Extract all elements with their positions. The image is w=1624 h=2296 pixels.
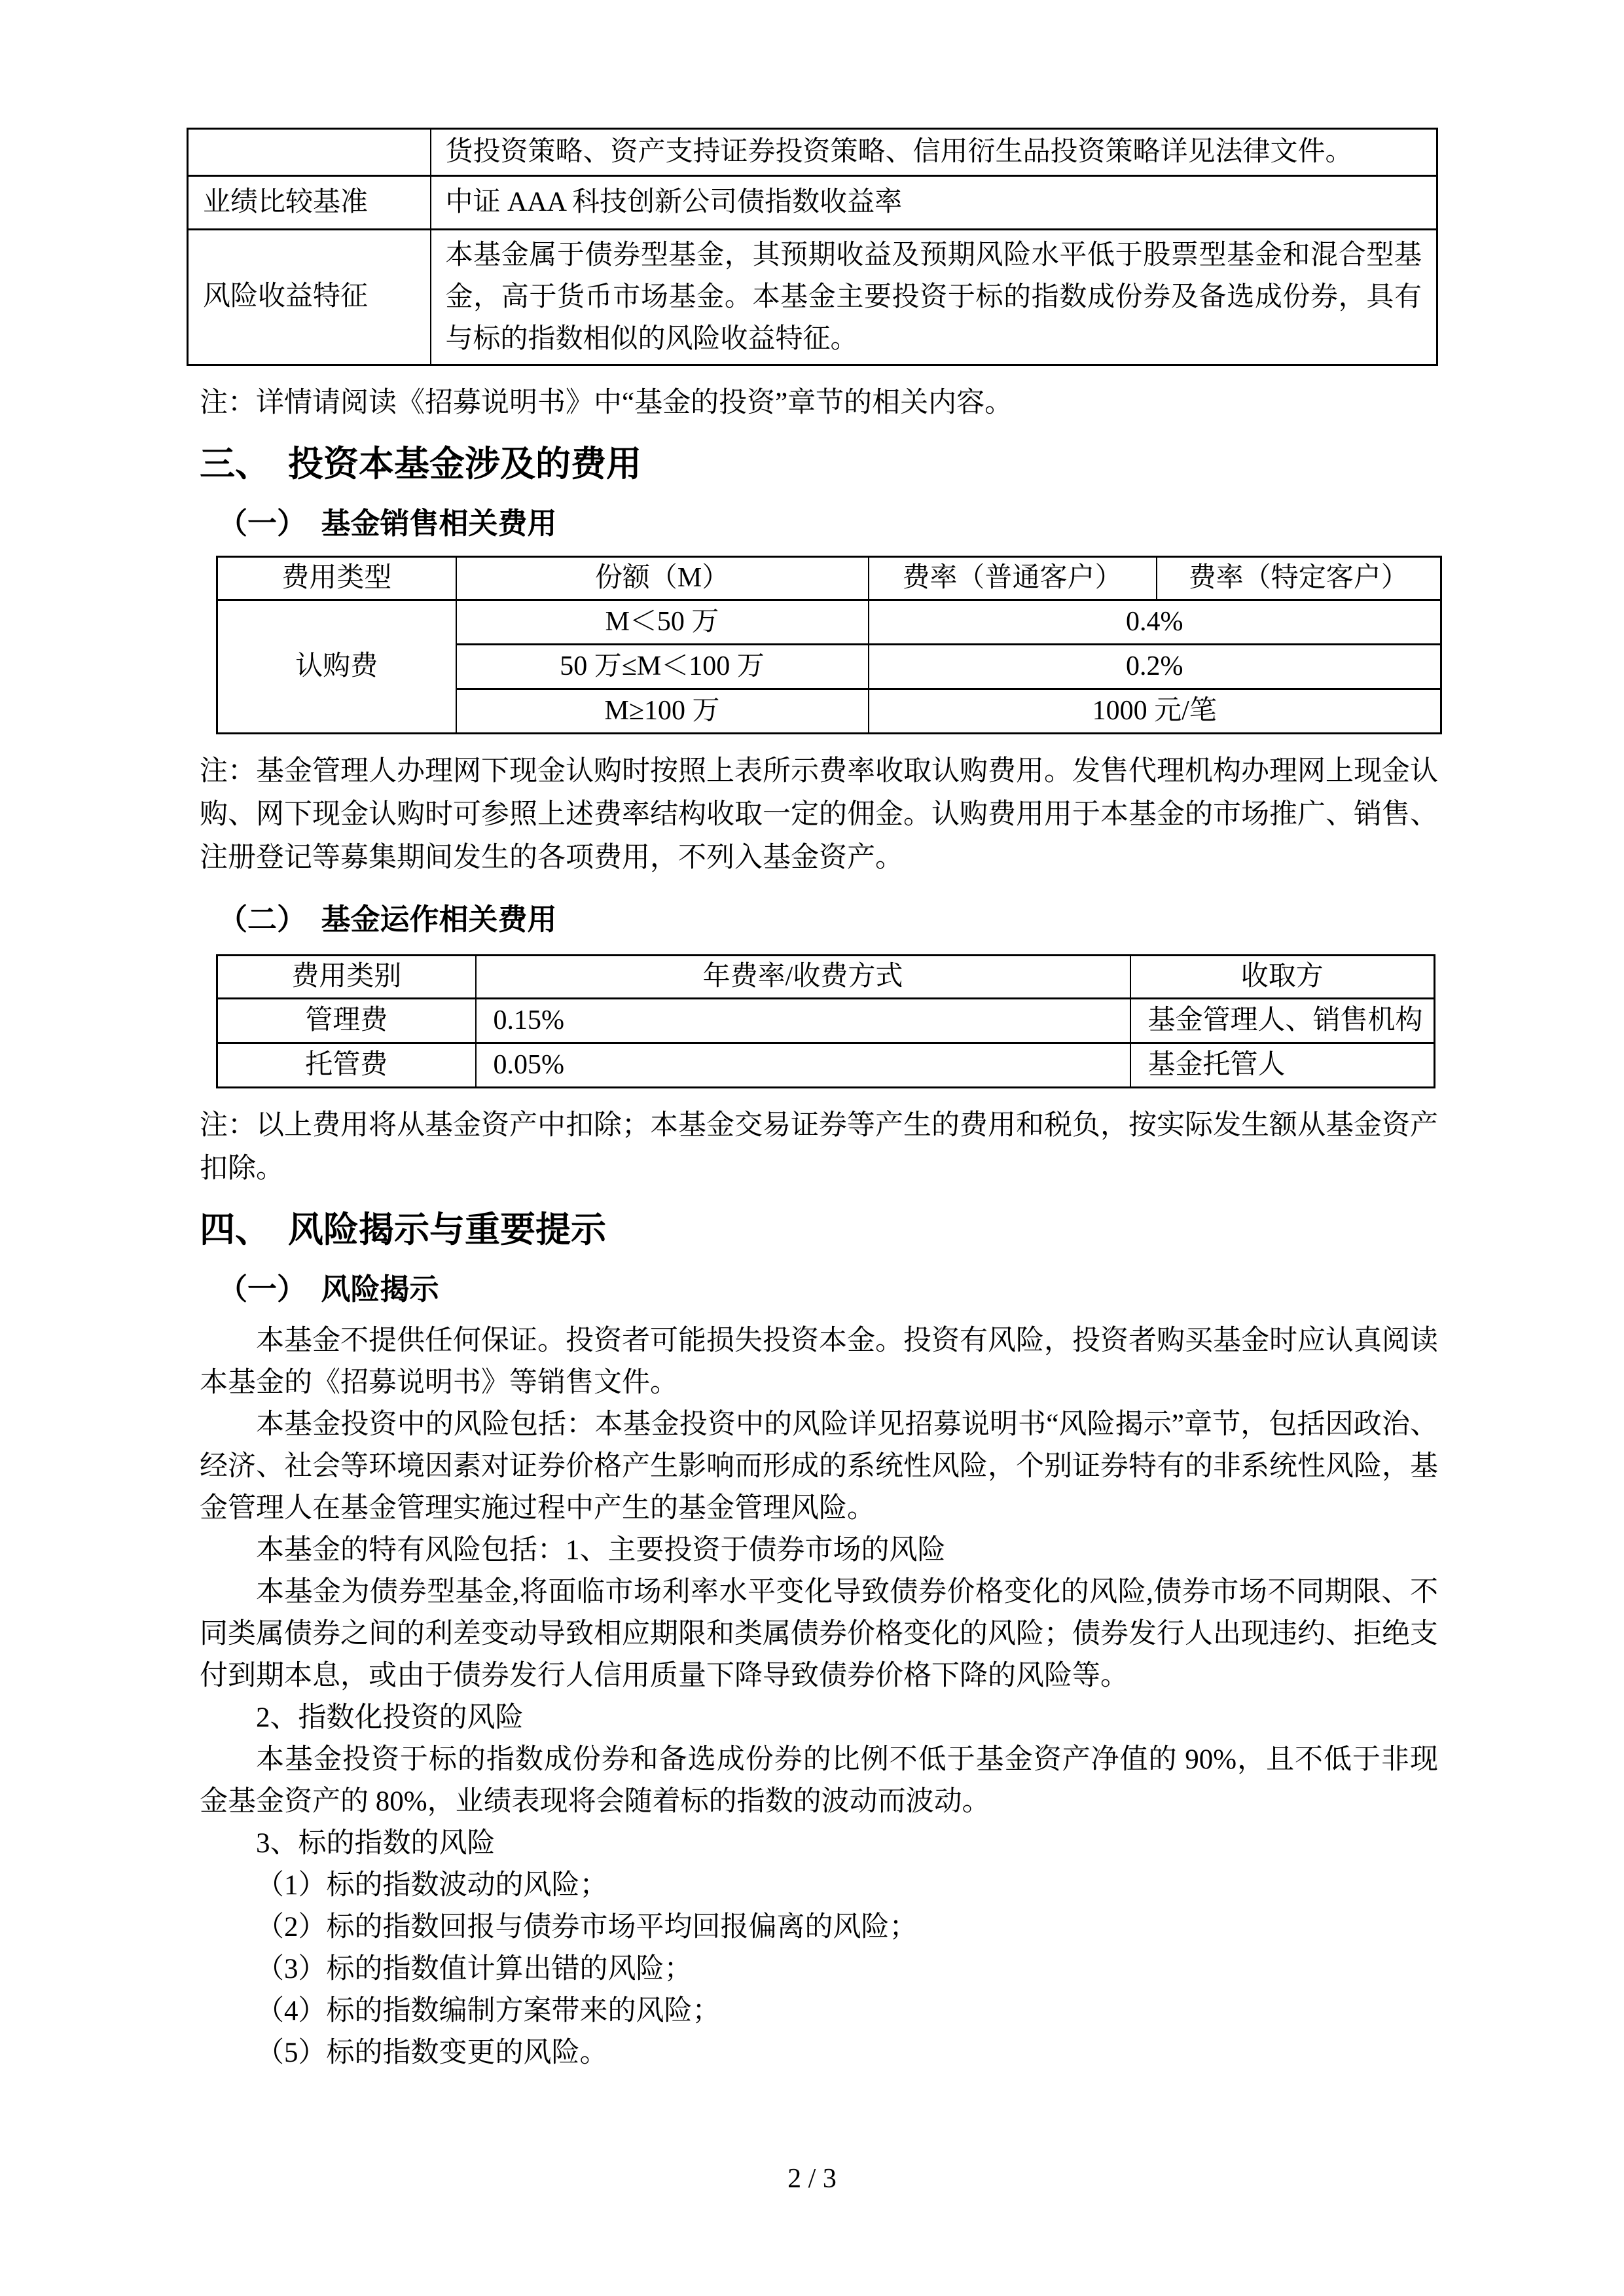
list-item: （4）标的指数编制方案带来的风险； [256, 1995, 721, 2026]
paragraph: 2、指数化投资的风险 [256, 1702, 524, 1733]
section-4-1-heading: （一） 风险揭示 [218, 1272, 439, 1306]
operation-fee-note: 注：以上费用将从基金资产中扣除；本基金交易证券等产生的费用和税负，按实际发生额从基金资产扣除。 [200, 1109, 1438, 1184]
column-header: 费率（普通客户） [869, 556, 1157, 600]
list-item: （5）标的指数变更的风险。 [256, 2037, 608, 2068]
column-header: 年费率/收费方式 [476, 955, 1130, 998]
rate-cell: 0.15% [476, 998, 1130, 1043]
overview-table-note: 注：详情请阅读《招募说明书》中“基金的投资”章节的相关内容。 [200, 387, 1013, 418]
overview-row-label: 业绩比较基准 [188, 175, 431, 229]
section-3-2-heading: （二） 基金运作相关费用 [218, 903, 557, 936]
tier-cell: M≥100 万 [456, 689, 869, 733]
section-3-heading: 三、 投资本基金涉及的费用 [200, 444, 641, 484]
column-header: 收取方 [1130, 955, 1435, 998]
list-item: （3）标的指数值计算出错的风险； [256, 1953, 693, 1984]
list-item: （2）标的指数回报与债券市场平均回报偏离的风险； [256, 1911, 918, 1943]
risk-disclosure-paragraphs [187, 1320, 1438, 2074]
paragraph: 本基金投资于标的指数成份券和备选成份券的比例不低于基金资产净值的 90%，且不低于非现金基金资产的 80%，业绩表现将会随着标的指数的波动而波动。 [200, 1744, 1438, 1817]
page-number: 2 / 3 [787, 2164, 837, 2194]
rate-cell: 0.05% [476, 1043, 1130, 1087]
column-header: 份额（M） [456, 556, 869, 600]
section-3-1-heading: （一） 基金销售相关费用 [218, 507, 557, 540]
tier-cell: 50 万≤M＜100 万 [456, 644, 869, 689]
column-header: 费用类别 [217, 955, 476, 998]
table-row [217, 998, 1435, 1043]
table-row [217, 1043, 1435, 1087]
paragraph: 本基金投资中的风险包括：本基金投资中的风险详见招募说明书“风险揭示”章节，包括因政治、经济、社会等环境因素对证券价格产生影响而形成的系统性风险，个别证券特有的非系统性风险，基金管理人在基金管理实施过程中产生的基金管理风险。 [200, 1408, 1438, 1524]
table-row [188, 129, 1437, 176]
section-4-heading: 四、 风险揭示与重要提示 [200, 1210, 606, 1249]
table-row [188, 229, 1437, 365]
collector-cell: 基金托管人 [1130, 1043, 1435, 1087]
paragraph: 本基金为债券型基金,将面临市场利率水平变化导致债券价格变化的风险,债券市场不同期限、不同类属债券之间的利差变动导致相应期限和类属债券价格变化的风险；债券发行人出现违约、拒绝支付到期本息，或由于债券发行人信用质量下降导致债券价格下降的风险等。 [200, 1576, 1438, 1691]
table-header-row [217, 955, 1435, 998]
overview-row-value: 中证 AAA 科技创新公司债指数收益率 [431, 175, 1437, 229]
list-item: （1）标的指数波动的风险； [256, 1869, 608, 1901]
paragraph: 3、标的指数的风险 [256, 1827, 496, 1859]
fee-type-cell: 托管费 [217, 1043, 476, 1087]
tier-cell: M＜50 万 [456, 600, 869, 644]
rate-cell: 1000 元/笔 [869, 689, 1441, 733]
overview-row-label [188, 129, 431, 176]
fee-type-cell: 管理费 [217, 998, 476, 1043]
collector-cell: 基金管理人、销售机构 [1130, 998, 1435, 1043]
rate-cell: 0.2% [869, 644, 1441, 689]
paragraph: 本基金不提供任何保证。投资者可能损失投资本金。投资有风险，投资者购买基金时应认真阅读本基金的《招募说明书》等销售文件。 [200, 1325, 1438, 1398]
operation-fee-table [216, 954, 1435, 1088]
column-header: 费用类型 [217, 556, 456, 600]
column-header: 费率（特定客户） [1157, 556, 1441, 600]
table-header-row [217, 556, 1441, 600]
overview-row-value: 本基金属于债券型基金，其预期收益及预期风险水平低于股票型基金和混合型基金，高于货币市场基金。本基金主要投资于标的指数成份券及备选成份券，具有与标的指数相似的风险收益特征。 [431, 229, 1437, 365]
rate-cell: 0.4% [869, 600, 1441, 644]
sales-fee-note: 注：基金管理人办理网下现金认购时按照上表所示费率收取认购费用。发售代理机构办理网上现金认购、网下现金认购时可参照上述费率结构收取一定的佣金。认购费用用于本基金的市场推广、销售、注册登记等募集期间发生的各项费用，不列入基金资产。 [200, 755, 1438, 873]
sales-fee-table [216, 556, 1442, 734]
table-row [188, 175, 1437, 229]
fund-overview-table [187, 128, 1438, 366]
overview-row-label: 风险收益特征 [188, 229, 431, 365]
table-row [217, 600, 1441, 644]
paragraph: 本基金的特有风险包括：1、主要投资于债券市场的风险 [256, 1534, 946, 1566]
overview-row-value: 货投资策略、资产支持证券投资策略、信用衍生品投资策略详见法律文件。 [431, 129, 1437, 176]
fee-type-cell: 认购费 [217, 600, 456, 733]
